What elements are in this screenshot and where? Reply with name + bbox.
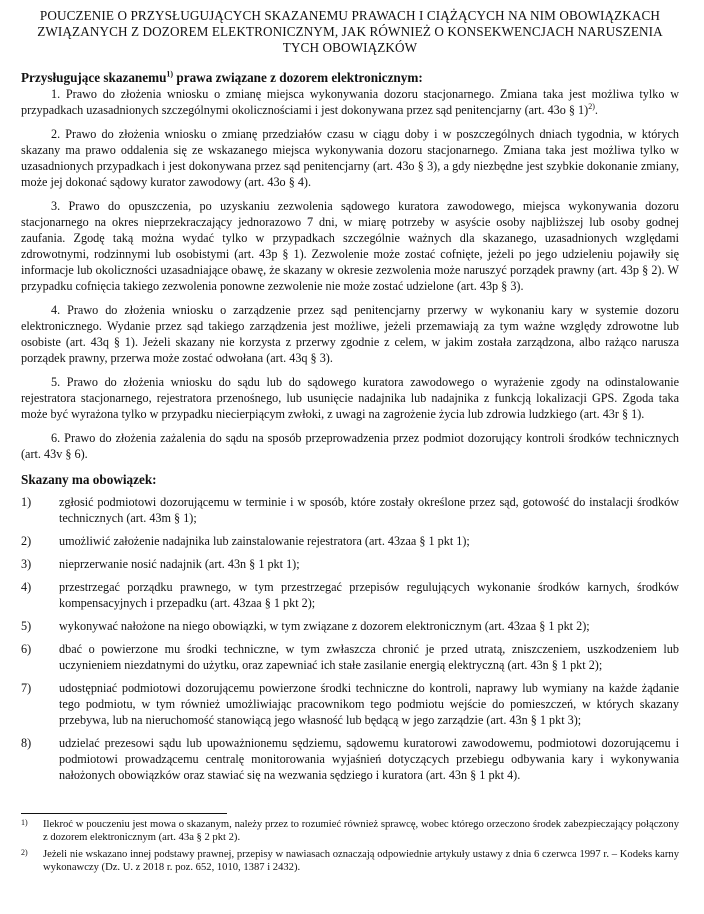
right-text: 4. Prawo do złożenia wniosku o zarządzenie przez sąd penitencjarny przerwy w wykonaniu kary w systemie dozoru elektronicznego. Wydanie przez sąd takiego zarządzenia jest możliwe, jeżeli przemawiają za tym ważne względy zdrowotne lub osobiste (art. 43q § 1). Jeżeli skazany nie korzysta z przerwy zgodnie z celem, w jakim została zarządzona, albo rażąco narusza porządek prawny, przerwa może zostać odwołana (art. 43q § 3).	[21, 303, 679, 365]
right-text: 3. Prawo do opuszczenia, po uzyskaniu zezwolenia sądowego kuratora zawodowego, miejsca wykonywania dozoru stacjonarnego na okres nieprzekraczający jednorazowo 7 dni, w miarę potrzeby w asyście osoby najbliższej lub osoby godnej zaufania. Zgodę taką można wydać tylko w przypadkach szczególnie ważnych dla skazanego, uzasadnionych względami zdrowotnymi, rodzinnymi lub osobistymi (art. 43p § 1). Zezwolenie może zostać cofnięte, jeżeli po jego udzieleniu pojawiły się informacje lub okoliczności uzasadniające obawę, że skazany w okresie zezwolenia może naruszyć porządek prawny (art. 43p § 2). W przypadku cofnięcia takiego zezwolenia ponowne zezwolenie nie może zostać udzielone (art. 43p § 3).	[21, 199, 679, 293]
obligation-text: nieprzerwanie nosić nadajnik (art. 43n § 1 pkt 1);	[59, 557, 300, 571]
footnote-mark: 2)	[21, 848, 28, 857]
document-title: POUCZENIE O PRZYSŁUGUJĄCYCH SKAZANEMU PRAWACH I CIĄŻĄCYCH NA NIM OBOWIĄZKACH ZWIĄZANYCH Z DOZOREM ELEKTRONICZNYM, JAK RÓWNIEŻ O KONSEKWENCJACH NARUSZENIA TYCH OBOWIĄZKÓW	[37, 8, 663, 55]
footnote	[21, 848, 679, 874]
right-paragraph	[21, 430, 679, 462]
obligation-item	[21, 579, 679, 611]
obligation-number: 3)	[21, 557, 32, 571]
obligation-item	[21, 641, 679, 673]
obligation-text: umożliwić założenie nadajnika lub zainstalowanie rejestratora (art. 43zaa § 1 pkt 1);	[59, 534, 470, 548]
obligation-number: 2)	[21, 534, 32, 548]
right-paragraph	[21, 374, 679, 422]
right-paragraph	[21, 126, 679, 190]
obligation-number: 7)	[21, 681, 32, 695]
footnote-ref-2: 2)	[588, 101, 595, 111]
obligation-item	[21, 533, 679, 549]
rights-heading-text-end: prawa związane z dozorem elektronicznym:	[173, 70, 423, 85]
right-text: 6. Prawo do złożenia zażalenia do sądu na sposób przeprowadzenia przez podmiot dozorujący kontroli środków technicznych (art. 43v § 6).	[21, 431, 679, 461]
right-text: 1. Prawo do złożenia wniosku o zmianę miejsca wykonywania dozoru stacjonarnego. Zmiana taka jest możliwa tylko w przypadkach uzasadnionych szczególnymi okolicznościami i jest dokonywana przez sąd penitencjarny (art. 43o § 1)	[21, 87, 679, 117]
obligation-number: 6)	[21, 642, 32, 656]
obligation-text: udostępniać podmiotowi dozorującemu powierzone środki techniczne do kontroli, naprawy lub wymiany na każde żądanie tego podmiotu, w tym również umożliwiając pracownikom tego podmiotu wejście do pomieszczeń, w których skazany przebywa, lub na nieruchomość stanowiącą jego własność lub będącą w jego zarządzie (art. 43n § 1 pkt 3);	[59, 681, 679, 727]
obligation-item	[21, 680, 679, 728]
footnote	[21, 818, 679, 844]
footnote-ref-1: 1)	[166, 69, 174, 79]
obligation-item	[21, 735, 679, 783]
obligations-list	[21, 494, 679, 783]
right-paragraph	[21, 86, 679, 118]
rights-list	[21, 86, 679, 462]
obligation-text: dbać o powierzone mu środki techniczne, w tym zwłaszcza chronić je przed utratą, zniszczeniem, uszkodzeniem lub uczynieniem niezdatnymi do użytku, oraz zapewniać ich stałe zasilanie energią elektryczną (art. 43n § 1 pkt 2);	[59, 642, 679, 672]
obligation-item	[21, 618, 679, 634]
footnote-divider	[21, 813, 227, 814]
right-text: 2. Prawo do złożenia wniosku o zmianę przedziałów czasu w ciągu doby i w poszczególnych dniach tygodnia, w których skazany ma prawo oddalenia się ze wskazanego miejsca wykonywania dozoru stacjonarnego. Zmiana taka jest możliwa tylko w uzasadnionych przypadkach i jest dokonywana przez sąd penitencjarny (art. 43o § 3), a gdy niezbędne jest szybkie dokonanie zmiany, może jej dokonać sądowy kurator zawodowy (art. 43o § 4).	[21, 127, 679, 189]
obligation-text: wykonywać nałożone na niego obowiązki, w tym związane z dozorem elektronicznym (art. 43zaa § 1 pkt 2);	[59, 619, 590, 633]
right-paragraph	[21, 302, 679, 366]
footnote-text: Jeżeli nie wskazano innej podstawy prawnej, przepisy w nawiasach oznaczają odpowiednie artykuły ustawy z dnia 6 czerwca 1997 r. – Kodeks karny wykonawczy (Dz. U. z 2018 r. poz. 652, 1010, 1387 i 2432).	[43, 849, 679, 873]
footnote-text: Ilekroć w pouczeniu jest mowa o skazanym, należy przez to rozumieć również sprawcę, wobec którego orzeczono środek zabezpieczający połączony z dozorem elektronicznym (art. 43a § 2 pkt 2).	[43, 819, 679, 843]
footnotes	[21, 818, 679, 874]
obligation-number: 5)	[21, 619, 32, 633]
obligation-text: udzielać prezesowi sądu lub upoważnionemu sędziemu, sądowemu kuratorowi zawodowemu, podmiotowi dozorującemu i podmiotowi prowadzącemu centralę monitorowania wyjaśnień dotyczących przebiegu odbywania kary i wykonywania nałożonych obowiązków oraz stawiać się na wezwania sędziego i kuratora (art. 43n § 1 pkt 4).	[59, 736, 679, 782]
obligation-text: zgłosić podmiotowi dozorującemu w terminie i w sposób, które zostały określone przez sąd, gotowość do instalacji środków technicznych (art. 43m § 1);	[59, 495, 679, 525]
obligation-number: 1)	[21, 495, 32, 509]
right-text: 5. Prawo do złożenia wniosku do sądu lub do sądowego kuratora zawodowego o wyrażenie zgody na odinstalowanie rejestratora stacjonarnego, rejestratora przenośnego, lub usunięcie nadajnika lub nadajnika z funkcją lokalizacji GPS. Zgoda taka może być wyrażona tylko w przypadku niecierpiącym zwłoki, z uwagi na zagrożenie życia lub zdrowia ludzkiego (art. 43r § 1).	[21, 375, 679, 421]
rights-heading	[21, 70, 679, 86]
right-text-end: .	[594, 103, 598, 117]
footnote-mark: 1)	[21, 818, 28, 827]
obligations-heading: Skazany ma obowiązek:	[21, 472, 157, 487]
right-paragraph	[21, 198, 679, 294]
obligation-text: przestrzegać porządku prawnego, w tym przestrzegać przepisów regulujących wykonanie środków karnych, środków kompensacyjnych i przepadku (art. 43zaa § 1 pkt 2);	[59, 580, 679, 610]
obligation-item	[21, 494, 679, 526]
obligation-number: 4)	[21, 580, 32, 594]
obligation-number: 8)	[21, 736, 32, 750]
obligation-item	[21, 556, 679, 572]
rights-heading-text: Przysługujące skazanemu	[21, 70, 167, 85]
